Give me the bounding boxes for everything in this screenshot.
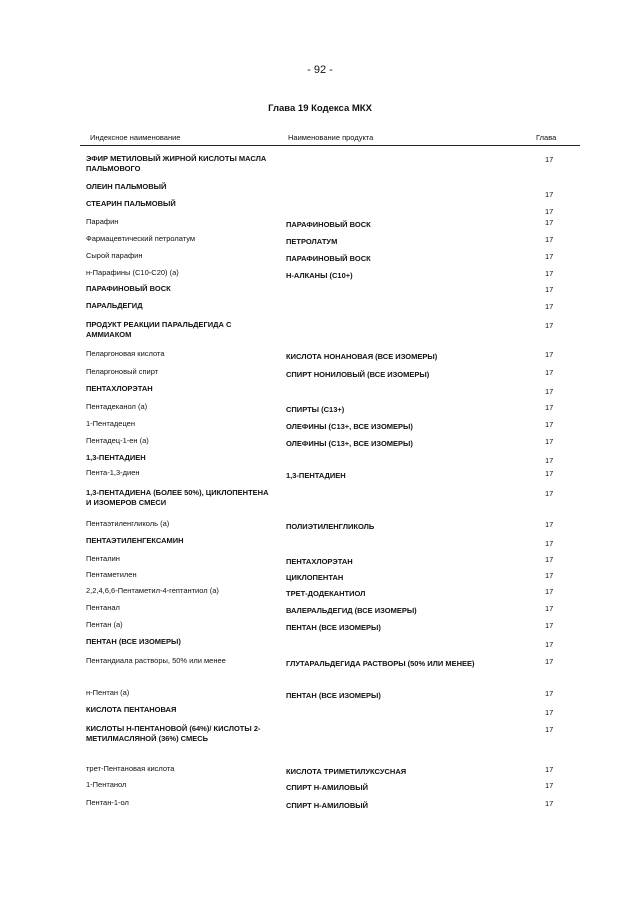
index-name-cell: Фармацевтический петролатум (86, 234, 196, 243)
page-number: - 92 - (307, 64, 333, 76)
column-header-index-name: Индексное наименование (90, 133, 181, 142)
product-name-cell: ТРЕТ-ДОДЕКАНТИОЛ (286, 589, 366, 598)
chapter-cell: 17 (545, 235, 554, 244)
chapter-cell: 17 (545, 269, 554, 278)
index-name-cell: ЭФИР МЕТИЛОВЫЙ ЖИРНОЙ КИСЛОТЫ МАСЛА ПАЛЬМОВОГО (86, 154, 267, 173)
product-name-cell: ПАРАФИНОВЫЙ ВОСК (286, 220, 371, 229)
index-name-cell: ПЕНТАЭТИЛЕНГЕКСАМИН (86, 536, 184, 545)
chapter-cell: 17 (545, 403, 554, 412)
product-name-cell: ПАРАФИНОВЫЙ ВОСК (286, 254, 371, 263)
index-name-cell: 1-Пентадецен (86, 419, 135, 428)
chapter-cell: 17 (545, 252, 554, 261)
product-name-cell: СПИРТ НОНИЛОВЫЙ (ВСЕ ИЗОМЕРЫ) (286, 370, 430, 379)
product-name-cell: Н-АЛКАНЫ (С10+) (286, 271, 353, 280)
product-name-cell: СПИРТ Н-АМИЛОВЫЙ (286, 783, 368, 792)
chapter-cell: 17 (545, 657, 554, 666)
chapter-cell: 17 (545, 469, 554, 478)
chapter-cell: 17 (545, 420, 554, 429)
index-name-cell: 1,3-ПЕНТАДИЕН (86, 453, 146, 462)
column-header-product-name: Наименование продукта (288, 133, 374, 142)
product-name-cell: ГЛУТАРАЛЬДЕГИДА РАСТВОРЫ (50% ИЛИ МЕНЕЕ) (286, 659, 475, 668)
chapter-cell: 17 (545, 190, 554, 199)
index-name-cell: Пеларгоновая кислота (86, 349, 165, 358)
product-name-cell: ОЛЕФИНЫ (С13+, ВСЕ ИЗОМЕРЫ) (286, 422, 413, 431)
index-name-cell: 1-Пентанол (86, 780, 127, 789)
index-name-cell: СТЕАРИН ПАЛЬМОВЫЙ (86, 199, 176, 208)
chapter-cell: 17 (545, 708, 554, 717)
product-name-cell: ПЕНТАХЛОРЭТАН (286, 557, 353, 566)
index-name-cell: Пентадец-1-ен (а) (86, 436, 149, 445)
product-name-cell: ЦИКЛОПЕНТАН (286, 573, 344, 582)
chapter-cell: 17 (545, 321, 554, 330)
index-name-cell: ПРОДУКТ РЕАКЦИИ ПАРАЛЬДЕГИДА С АММИАКОМ (86, 320, 232, 339)
index-name-cell: Пенталин (86, 554, 120, 563)
index-name-cell: Пентаметилен (86, 570, 137, 579)
index-name-cell: н-Парафины (С10-С20) (а) (86, 268, 179, 277)
chapter-cell: 17 (545, 437, 554, 446)
chapter-cell: 17 (545, 368, 554, 377)
product-name-cell: СПИРТ Н-АМИЛОВЫЙ (286, 801, 368, 810)
product-name-cell: 1,3-ПЕНТАДИЕН (286, 471, 346, 480)
index-name-cell: Пентаэтиленгликоль (а) (86, 519, 170, 528)
chapter-cell: 17 (545, 218, 554, 227)
index-name-cell: Пентандиала растворы, 50% или менее (86, 656, 226, 665)
product-name-cell: ВАЛЕРАЛЬДЕГИД (ВСЕ ИЗОМЕРЫ) (286, 606, 417, 615)
product-name-cell: ПЕТРОЛАТУМ (286, 237, 338, 246)
chapter-cell: 17 (545, 587, 554, 596)
index-name-cell: Пентадеканол (а) (86, 402, 148, 411)
product-name-cell: ПОЛИЭТИЛЕНГЛИКОЛЬ (286, 522, 375, 531)
table-header (80, 128, 580, 146)
chapter-cell: 17 (545, 725, 554, 734)
index-name-cell: Пентан-1-ол (86, 798, 129, 807)
chapter-cell: 17 (545, 555, 554, 564)
chapter-cell: 17 (545, 689, 554, 698)
index-name-cell: ОЛЕИН ПАЛЬМОВЫЙ (86, 182, 167, 191)
index-name-cell: н-Пентан (а) (86, 688, 130, 697)
index-name-cell: Пентанал (86, 603, 120, 612)
chapter-cell: 17 (545, 350, 554, 359)
chapter-cell: 17 (545, 456, 554, 465)
index-name-cell: ПАРАФИНОВЫЙ ВОСК (86, 284, 171, 293)
chapter-cell: 17 (545, 207, 554, 216)
code-index-table (80, 128, 580, 826)
chapter-cell: 17 (545, 155, 554, 164)
index-name-cell: ПАРАЛЬДЕГИД (86, 301, 143, 310)
index-name-cell: КИСЛОТА ПЕНТАНОВАЯ (86, 705, 177, 714)
index-name-cell: Пентан (а) (86, 620, 123, 629)
product-name-cell: КИСЛОТА НОНАНОВАЯ (ВСЕ ИЗОМЕРЫ) (286, 352, 438, 361)
index-name-cell: Парафин (86, 217, 119, 226)
chapter-cell: 17 (545, 302, 554, 311)
index-name-cell: Пеларгоновый спирт (86, 367, 159, 376)
product-name-cell: ПЕНТАН (ВСЕ ИЗОМЕРЫ) (286, 623, 381, 632)
chapter-cell: 17 (545, 285, 554, 294)
chapter-cell: 17 (545, 520, 554, 529)
chapter-cell: 17 (545, 781, 554, 790)
product-name-cell: КИСЛОТА ТРИМЕТИЛУКСУСНАЯ (286, 767, 407, 776)
chapter-cell: 17 (545, 489, 554, 498)
chapter-cell: 17 (545, 765, 554, 774)
table-body (80, 146, 580, 826)
product-name-cell: ПЕНТАН (ВСЕ ИЗОМЕРЫ) (286, 691, 381, 700)
index-name-cell: ПЕНТАН (ВСЕ ИЗОМЕРЫ) (86, 637, 181, 646)
index-name-cell: 1,3-ПЕНТАДИЕНА (БОЛЕЕ 50%), ЦИКЛОПЕНТЕНА И ИЗОМЕРОВ СМЕСИ (86, 488, 269, 507)
index-name-cell: трет-Пентановая кислота (86, 764, 175, 773)
chapter-cell: 17 (545, 539, 554, 548)
index-name-cell: ПЕНТАХЛОРЭТАН (86, 384, 153, 393)
column-header-chapter: Глава (536, 133, 557, 142)
chapter-cell: 17 (545, 604, 554, 613)
index-name-cell: КИСЛОТЫ Н-ПЕНТАНОВОЙ (64%)/ КИСЛОТЫ 2-МЕТИЛМАСЛЯНОЙ (36%) СМЕСЬ (86, 724, 261, 743)
chapter-cell: 17 (545, 387, 554, 396)
chapter-title: Глава 19 Кодекса МКХ (268, 103, 372, 114)
chapter-cell: 17 (545, 640, 554, 649)
product-name-cell: СПИРТЫ (С13+) (286, 405, 345, 414)
chapter-cell: 17 (545, 571, 554, 580)
product-name-cell: ОЛЕФИНЫ (С13+, ВСЕ ИЗОМЕРЫ) (286, 439, 413, 448)
chapter-cell: 17 (545, 799, 554, 808)
chapter-cell: 17 (545, 621, 554, 630)
index-name-cell: Пента-1,3-диен (86, 468, 140, 477)
index-name-cell: Сырой парафин (86, 251, 143, 260)
index-name-cell: 2,2,4,6,6-Пентаметил-4-гептантиол (а) (86, 586, 219, 595)
